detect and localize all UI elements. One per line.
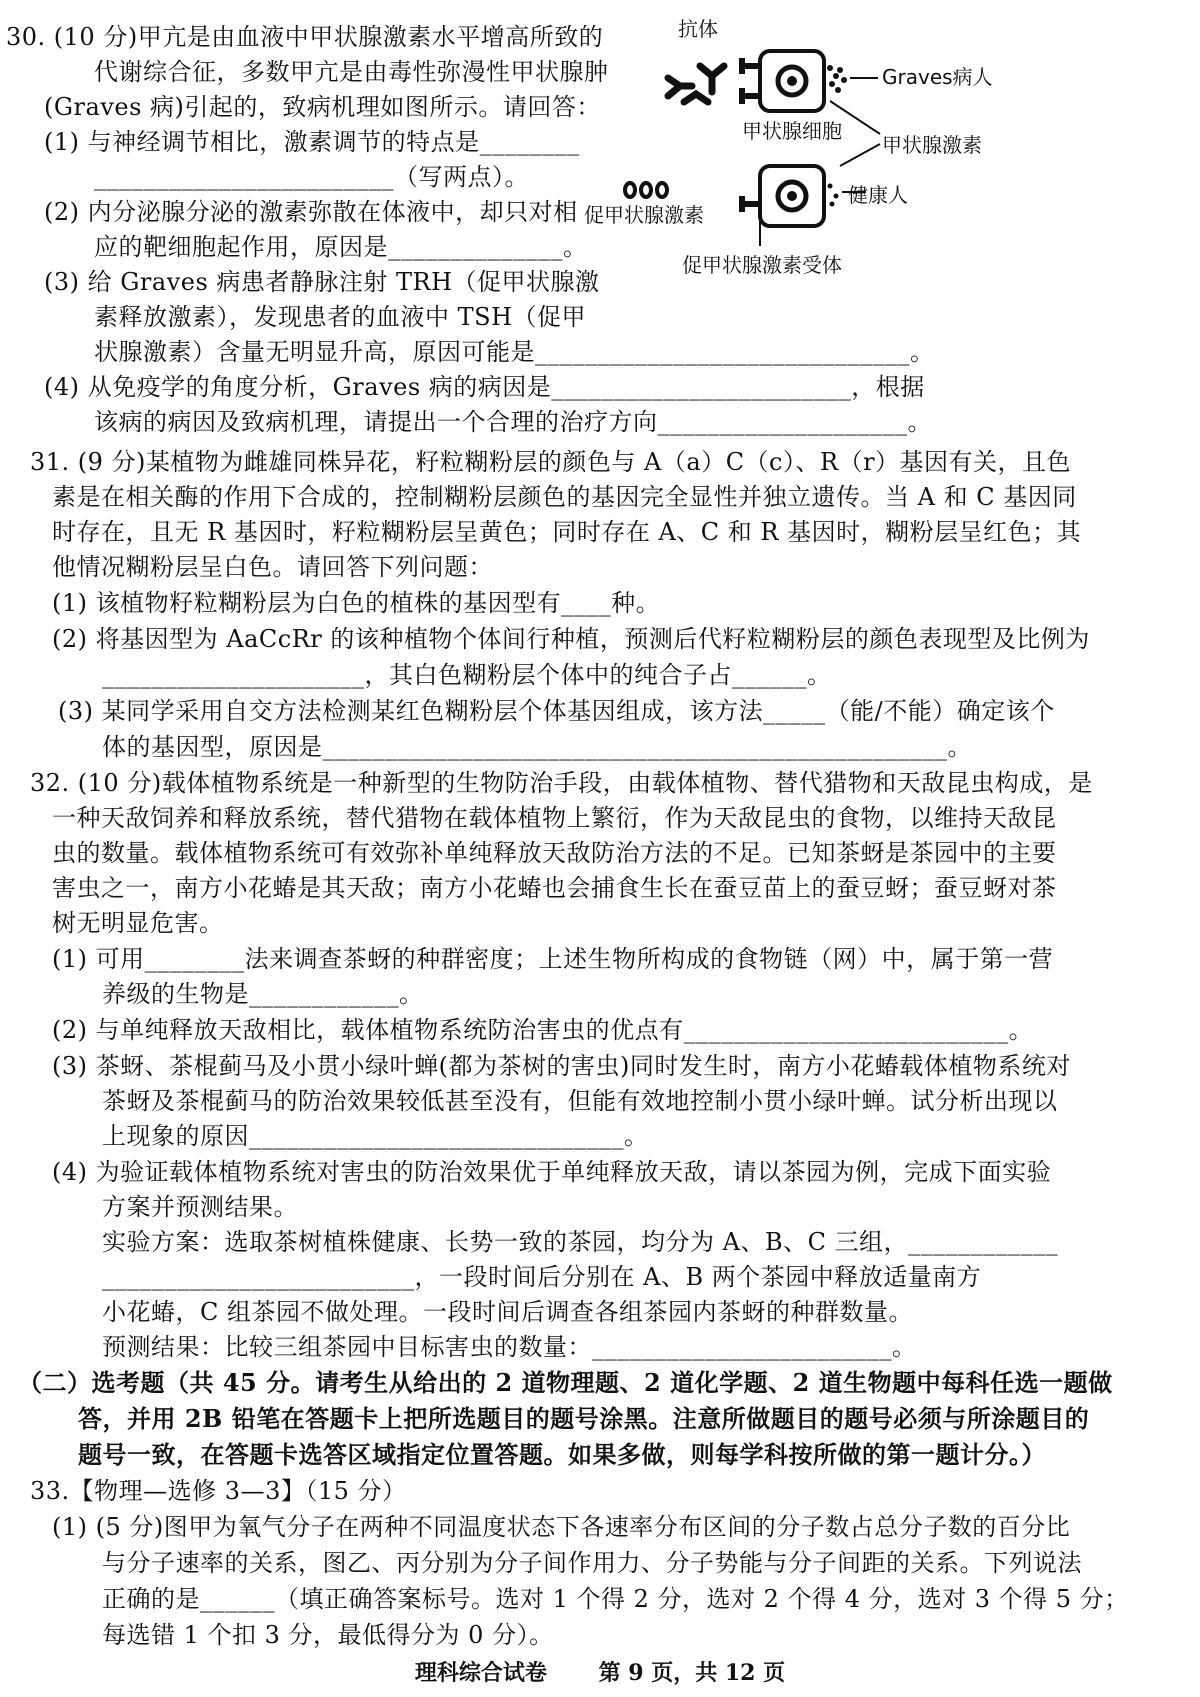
q32-part3-line-3: 上现象的原因______________________________。 [102, 1122, 649, 1150]
q32-part1-line-1: (1) 可用________法来调查茶蚜的种群密度；上述生物所构成的食物链（网）中，属于第一营 [52, 945, 1054, 973]
footer-subject: 理科综合试卷 [414, 1660, 547, 1686]
q30-part2-line-1: (2) 内分泌腺分泌的激素弥散在体液中，却只对相 [44, 198, 578, 226]
q33-part1-line-3: 正确的是______（填正确答案标号。选对 1 个得 2 分，选对 2 个得 4 分，选对 3 个得 5 分； [102, 1585, 1129, 1613]
q32-plan-line-1: 实验方案：选取茶树植株健康、长势一致的茶园，均分为 A、B、C 三组，____________ [102, 1228, 1059, 1256]
q30-part4-line-2: 该病的病因及致病机理，请提出一个合理的治疗方向____________________。 [94, 408, 932, 436]
q33-part1-line-4: 每选错 1 个扣 3 分，最低得分为 0 分）。 [102, 1621, 554, 1649]
q32-part3-line-2: 茶蚜及茶棍蓟马的防治效果较低甚至没有，但能有效地控制小贯小绿叶蝉。试分析出现以 [102, 1087, 1058, 1115]
q30-part3-line-1: (3) 给 Graves 病患者静脉注射 TRH（促甲状腺激 [44, 268, 600, 296]
q32-plan-line-2: _________________________，一段时间后分别在 A、B 两个茶园中释放适量南方 [102, 1263, 982, 1291]
q31-line-1: 31. (9 分)某植物为雌雄同株异花，籽粒糊粉层的颜色与 A（a）C（c）、R（r）基因有关，且色 [30, 448, 1072, 476]
q31-part3-line-1: (3) 某同学采用自交方法检测某红色糊粉层个体基因组成，该方法_____（能/不能）确定该个 [58, 697, 1055, 725]
q32-line-2: 一种天敌饲养和释放系统，替代猎物在载体植物上繁衍，作为天敌昆虫的食物，以维持天敌昆 [52, 804, 1057, 832]
q31-part2-line-2: _____________________，其白色糊粉层个体中的纯合子占______。 [102, 661, 832, 689]
q31-part2-line-1: (2) 将基因型为 AaCcRr 的该种植物个体间行种植，预测后代籽粒糊粉层的颜色表现型及比例为 [52, 625, 1090, 653]
q31-line-2: 素是在相关酶的作用下合成的，控制糊粉层颜色的基因完全显性并独立遗传。当 A 和 C 基因同 [52, 483, 1077, 511]
q32-line-3: 虫的数量。载体植物系统可有效弥补单纯释放天敌防治方法的不足。已知茶蚜是茶园中的主要 [52, 839, 1057, 867]
q30-part4-line-1: (4) 从免疫学的角度分析，Graves 病的病因是________________________，根据 [44, 373, 925, 401]
q32-part1-line-2: 养级的生物是____________。 [102, 980, 424, 1008]
diagram-label-healthy: 健康人 [848, 183, 908, 207]
diagram-label-antibody: 抗体 [678, 17, 718, 41]
section-elective-line-3: 题号一致，在答题卡选答区域指定位置答题。如果多做，则每学科按所做的第一题计分。） [78, 1440, 1046, 1469]
diagram-label-thyroid-cell: 甲状腺细胞 [742, 119, 842, 143]
q32-line-5: 树无明显危害。 [52, 909, 224, 937]
diagram-label-tsh: 促甲状腺激素 [584, 203, 704, 227]
q31-part3-line-2: 体的基因型，原因是__________________________________________________。 [102, 733, 972, 761]
q30-line-1: 30. (10 分)甲亢是由血液中甲状腺激素水平增高所致的 [6, 23, 604, 51]
q30-line-2: 代谢综合征，多数甲亢是由毒性弥漫性甲状腺肿 [94, 58, 609, 86]
q33-part1-line-2: 与分子速率的关系，图乙、丙分别为分子间作用力、分子势能与分子间距的关系。下列说法 [102, 1549, 1082, 1577]
q30-part3-line-3: 状腺激素）含量无明显升高，原因可能是______________________________。 [94, 338, 935, 366]
footer-page-number: 第 9 页，共 12 页 [598, 1660, 786, 1686]
q32-line-4: 害虫之一，南方小花蝽是其天敌；南方小花蝽也会捕食生长在蚕豆苗上的蚕豆蚜；蚕豆蚜对茶 [52, 874, 1057, 902]
q31-line-3: 时存在，且无 R 基因时，籽粒糊粉层呈黄色；同时存在 A、C 和 R 基因时，糊粉层呈红色；其 [52, 518, 1082, 546]
antibody-icons [668, 66, 724, 102]
section-elective-line-2: 答，并用 2B 铅笔在答题卡上把所选题目的题号涂黑。注意所做题目的题号必须与所涂题目的 [78, 1404, 1090, 1433]
q32-prediction: 预测结果：比较三组茶园中目标害虫的数量：________________________。 [102, 1333, 917, 1361]
q32-part3-line-1: (3) 茶蚜、茶棍蓟马及小贯小绿叶蝉(都为茶树的害虫)同时发生时，南方小花蝽载体植物系统对 [52, 1052, 1071, 1080]
q31-line-4: 他情况糊粉层呈白色。请回答下列问题： [52, 553, 493, 581]
q30-part1-line-1: (1) 与神经调节相比，激素调节的特点是________ [44, 128, 580, 156]
diagram-label-thyroid-hormone: 甲状腺激素 [882, 133, 982, 157]
q31-part1: (1) 该植物籽粒糊粉层为白色的植株的基因型有____种。 [52, 589, 661, 617]
diagram-label-tsh-receptor: 促甲状腺激素受体 [682, 253, 842, 277]
diagram-label-graves-patient: Graves病人 [882, 65, 993, 89]
q33-part1-line-1: (1) (5 分)图甲为氧气分子在两种不同温度状态下各速率分布区间的分子数占总分子数的百分比 [52, 1513, 1071, 1541]
q33-heading: 33.【物理—选修 3—3】（15 分） [30, 1477, 407, 1505]
q32-part4-line-1: (4) 为验证载体植物系统对害虫的防治效果优于单纯释放天敌，请以茶园为例，完成下面实验 [52, 1158, 1052, 1186]
q30-part2-line-2: 应的靶细胞起作用，原因是______________。 [94, 233, 588, 261]
q32-part4-line-2: 方案并预测结果。 [102, 1193, 298, 1221]
page-footer [0, 1656, 1200, 1687]
thyroid-cell-healthy [742, 166, 839, 226]
section-elective-line-1: （二）选考题（共 45 分。请考生从给出的 2 道物理题、2 道化学题、2 道生物题中每科任选一题做 [18, 1368, 1113, 1397]
tsh-icons [625, 183, 667, 197]
q32-plan-line-3: 小花蝽，C 组茶园不做处理。一段时间后调查各组茶园内茶蚜的种群数量。 [102, 1298, 913, 1326]
graves-mechanism-diagram [584, 6, 1090, 306]
q30-part1-line-2: ________________________（写两点）。 [94, 163, 529, 191]
q32-line-1: 32. (10 分)载体植物系统是一种新型的生物防治手段，由载体植物、替代猎物和天敌昆虫构成，是 [30, 769, 1093, 797]
q32-part2: (2) 与单纯释放天敌相比，载体植物系统防治害虫的优点有__________________________。 [52, 1016, 1034, 1044]
q30-line-3: (Graves 病)引起的，致病机理如图所示。请回答： [44, 93, 601, 121]
q30-part3-line-2: 素释放激素），发现患者的血液中 TSH（促甲 [94, 303, 587, 331]
